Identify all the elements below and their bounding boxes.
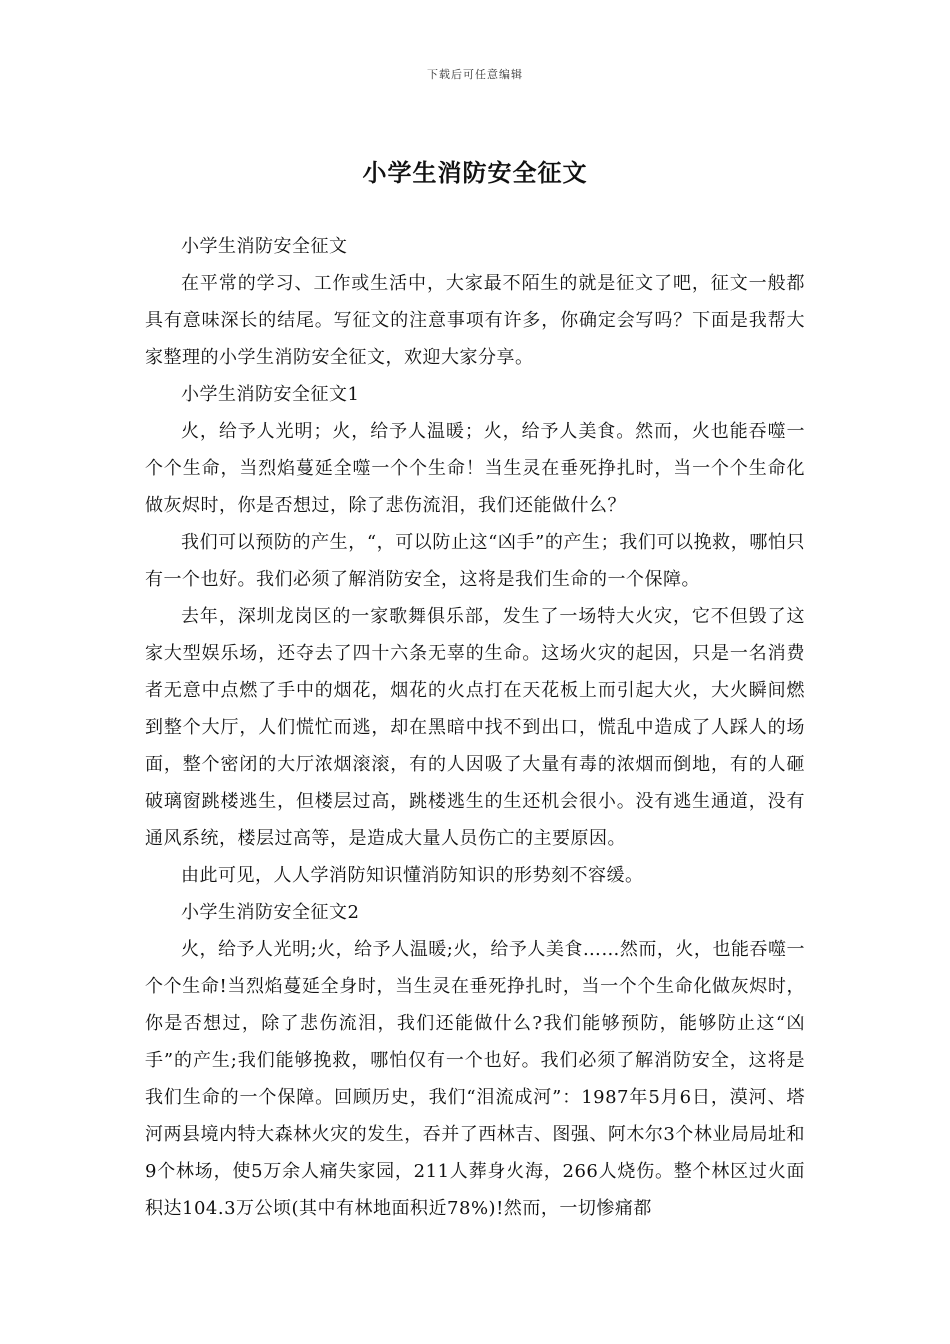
intro-paragraph: 在平常的学习、工作或生活中，大家最不陌生的就是征文了吧，征文一般都具有意味深长的结尾。写征文的注意事项有许多，你确定会写吗？下面是我帮大家整理的小学生消防安全征文，欢迎大家分享。	[145, 273, 805, 368]
essay-1-paragraph: 去年，深圳龙岗区的一家歌舞俱乐部，发生了一场特大火灾，它不但毁了这家大型娱乐场，还夺去了四十六条无辜的生命。这场火灾的起因，只是一名消费者无意中点燃了手中的烟花，烟花的火点打在天花板上而引起大火，大火瞬间燃到整个大厅，人们慌忙而逃，却在黑暗中找不到出口，慌乱中造成了人踩人的场面，整个密闭的大厅浓烟滚滚，有的人因吸了大量有毒的浓烟而倒地，有的人砸破璃窗跳楼逃生，但楼层过高，跳楼逃生的生还机会很小。没有逃生通道，没有通风系统，楼层过高等，是造成大量人员伤亡的主要原因。	[145, 606, 805, 849]
essay-1-heading: 小学生消防安全征文1	[181, 384, 360, 405]
essay-1-paragraph: 由此可见，人人学消防知识懂消防知识的形势刻不容缓。	[181, 865, 644, 886]
document-title: 小学生消防安全征文	[362, 158, 588, 187]
document-body	[145, 228, 805, 1227]
essay-2-paragraph: 火，给予人光明;火，给予人温暖;火，给予人美食……然而，火，也能吞噬一个个生命!当烈焰蔓延全身时，当生灵在垂死挣扎时，当一个个生命化做灰烬时，你是否想过，除了悲伤流泪，我们还能做什么?我们能够预防，能够防止这“凶手”的产生;我们能够挽救，哪怕仅有一个也好。我们必须了解消防安全，这将是我们生命的一个保障。回顾历史，我们“泪流成河”：1987年5月6日，漠河、塔河两县境内特大森林火灾的发生，吞并了西林吉、图强、阿木尔3个林业局局址和9个林场，使5万余人痛失家园，211人葬身火海，266人烧伤。整个林区过火面积达104.3万公顷(其中有林地面积近78%)!然而，一切惨痛都	[145, 939, 805, 1219]
essay-1-paragraph: 我们可以预防的产生，“，可以防止这“凶手”的产生；我们可以挽救，哪怕只有一个也好。我们必须了解消防安全，这将是我们生命的一个保障。	[145, 532, 805, 590]
essay-1-paragraph: 火，给予人光明；火，给予人温暖；火，给予人美食。然而，火也能吞噬一个个生命，当烈焰蔓延全噬一个个生命！当生灵在垂死挣扎时，当一个个生命化做灰烬时，你是否想过，除了悲伤流泪，我们还能做什么？	[145, 421, 805, 516]
header-note: 下载后可任意编辑	[427, 68, 523, 81]
intro-heading: 小学生消防安全征文	[181, 236, 348, 257]
essay-2-heading: 小学生消防安全征文2	[181, 902, 360, 923]
